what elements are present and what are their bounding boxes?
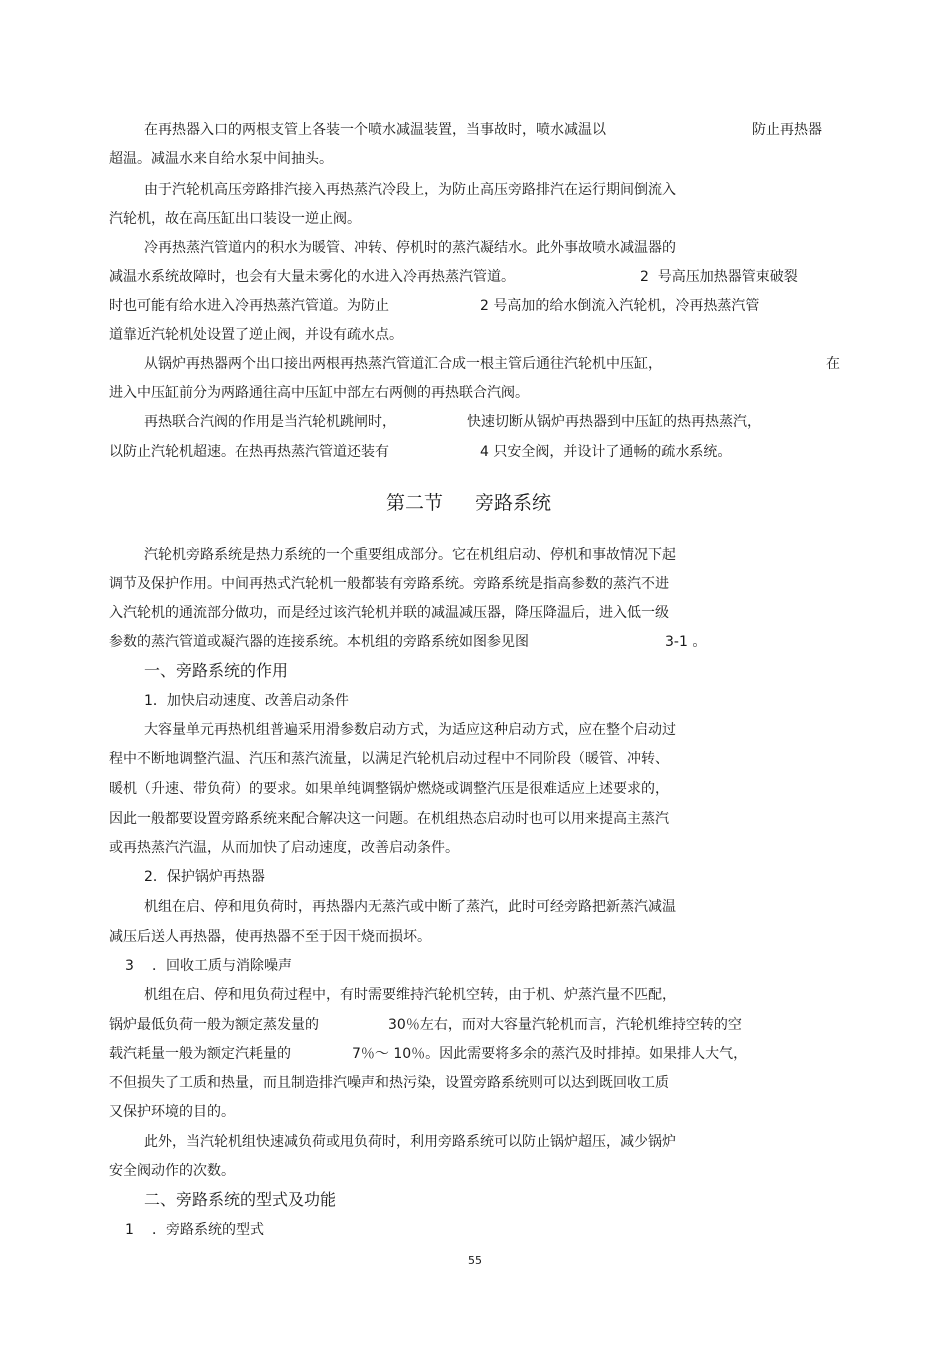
text-line: 或再热蒸汽汽温，从而加快了启动速度，改善启动条件。 bbox=[109, 840, 459, 856]
text-line: 30％左右，而对大容量汽轮机而言，汽轮机维持空转的空 bbox=[388, 1017, 742, 1033]
item-number: 1 bbox=[125, 1222, 134, 1238]
text-line: 机组在启、停和甩负荷过程中，有时需要维持汽轮机空转，由于机、炉蒸汽量不匹配， bbox=[144, 987, 676, 1003]
text-line: 减压后送人再热器，使再热器不至于因干烧而损坏。 bbox=[109, 929, 431, 945]
text-line: 汽轮机，故在高压缸出口装设一逆止阀。 bbox=[109, 211, 361, 227]
text-line: 快速切断从锅炉再热器到中压缸的热再热蒸汽， bbox=[467, 414, 761, 430]
text-line: 因此一般都要设置旁路系统来配合解决这一问题。在机组热态启动时也可以用来提高主蒸汽 bbox=[109, 811, 669, 827]
text-line: 不但损失了工质和热量，而且制造排汽噪声和热污染，设置旁路系统则可以达到既回收工质 bbox=[109, 1075, 669, 1091]
text-line: 入汽轮机的通流部分做功，而是经过该汽轮机并联的减温减压器，降压降温后，进入低一级 bbox=[109, 605, 669, 621]
text-line: 4 只安全阀，并设计了通畅的疏水系统。 bbox=[480, 444, 732, 460]
text-line: 减温水系统故障时，也会有大量未雾化的水进入冷再热蒸汽管道。 bbox=[109, 269, 515, 285]
item-title: ．回收工质与消除噪声 bbox=[152, 958, 292, 974]
text-line: 在 bbox=[826, 356, 840, 372]
text-line: 又保护环境的目的。 bbox=[109, 1104, 235, 1120]
text-line: 超温。减温水来自给水泵中间抽头。 bbox=[109, 151, 333, 167]
text-line: 程中不断地调整汽温、汽压和蒸汽流量，以满足汽轮机启动过程中不同阶段（暖管、冲转、 bbox=[109, 751, 669, 767]
text-line: 从锅炉再热器两个出口接出两根再热蒸汽管道汇合成一根主管后通往汽轮机中压缸， bbox=[144, 356, 662, 372]
page-number: 55 bbox=[468, 1254, 482, 1267]
subsection-heading: 二、旁路系统的型式及功能 bbox=[144, 1190, 337, 1209]
text-line: 由于汽轮机高压旁路排汽接入再热蒸汽冷段上，为防止高压旁路排汽在运行期间倒流入 bbox=[144, 182, 676, 198]
text-line: 参数的蒸汽管道或凝汽器的连接系统。本机组的旁路系统如图参见图 bbox=[109, 634, 529, 650]
text-line: 道靠近汽轮机处设置了逆止阀，并设有疏水点。 bbox=[109, 327, 403, 343]
text-line: 汽轮机旁路系统是热力系统的一个重要组成部分。它在机组启动、停机和事故情况下起 bbox=[144, 547, 676, 563]
text-line: 此外，当汽轮机组快速减负荷或甩负荷时，利用旁路系统可以防止锅炉超压，减少锅炉 bbox=[144, 1134, 676, 1150]
text-line: 暖机（升速、带负荷）的要求。如果单纯调整锅炉燃烧或调整汽压是很难适应上述要求的， bbox=[109, 781, 669, 797]
text-line: 调节及保护作用。中间再热式汽轮机一般都装有旁路系统。旁路系统是指高参数的蒸汽不进 bbox=[109, 576, 669, 592]
text-line: 锅炉最低负荷一般为额定蒸发量的 bbox=[109, 1017, 319, 1033]
item-title: 1．加快启动速度、改善启动条件 bbox=[144, 693, 349, 709]
text-line: 冷再热蒸汽管道内的积水为暖管、冲转、停机时的蒸汽凝结水。此外事故喷水减温器的 bbox=[144, 240, 676, 256]
text-line: 安全阀动作的次数。 bbox=[109, 1163, 235, 1179]
text-line: 再热联合汽阀的作用是当汽轮机跳闸时， bbox=[144, 414, 396, 430]
text-line: 以防止汽轮机超速。在热再热蒸汽管道还装有 bbox=[109, 444, 389, 460]
text-line: 在再热器入口的两根支管上各装一个喷水减温装置，当事故时，喷水减温以 bbox=[144, 122, 606, 138]
section-title: 旁路系统 bbox=[475, 492, 552, 514]
text-line: 大容量单元再热机组普遍采用滑参数启动方式，为适应这种启动方式，应在整个启动过 bbox=[144, 722, 676, 738]
text-line: 3-1 。 bbox=[665, 634, 707, 650]
text-line: 防止再热器 bbox=[752, 122, 822, 138]
text-line: 时也可能有给水进入冷再热蒸汽管道。为防止 bbox=[109, 298, 389, 314]
item-title: 2．保护锅炉再热器 bbox=[144, 869, 265, 885]
text-line: 机组在启、停和甩负荷时，再热器内无蒸汽或中断了蒸汽，此时可经旁路把新蒸汽减温 bbox=[144, 899, 676, 915]
text-line: 2 号高压加热器管束破裂 bbox=[640, 269, 798, 285]
text-line: 进入中压缸前分为两路通往高中压缸中部左右两侧的再热联合汽阀。 bbox=[109, 385, 529, 401]
section-title-number: 第二节 bbox=[386, 492, 444, 514]
item-title: ．旁路系统的型式 bbox=[152, 1222, 264, 1238]
item-number: 3 bbox=[125, 958, 134, 974]
text-line: 7％～ 10％。因此需要将多余的蒸汽及时排掉。如果排人大气， bbox=[352, 1046, 748, 1062]
text-line: 载汽耗量一般为额定汽耗量的 bbox=[109, 1046, 291, 1062]
text-line: 2 号高加的给水倒流入汽轮机，冷再热蒸汽管 bbox=[480, 298, 760, 314]
subsection-heading: 一、旁路系统的作用 bbox=[144, 661, 289, 680]
